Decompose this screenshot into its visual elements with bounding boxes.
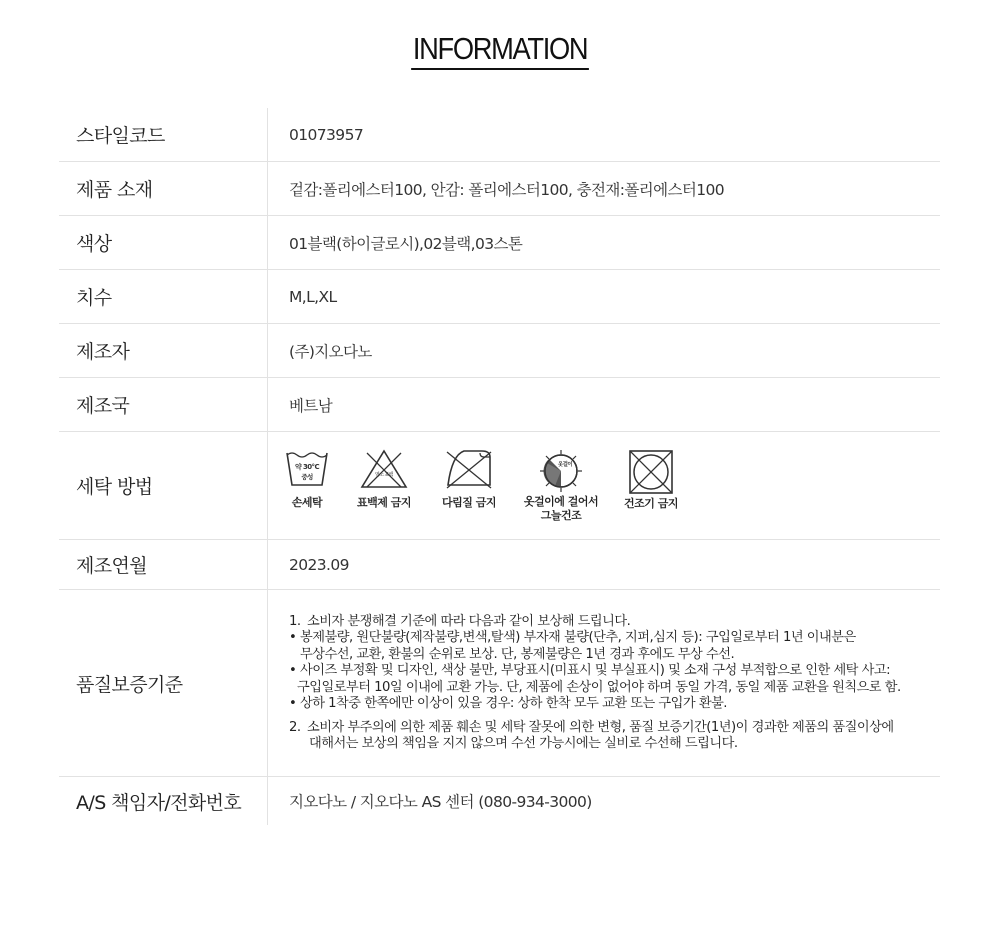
table-row-country [59,378,940,432]
wash-icons [267,432,940,539]
page-title: INFORMATION [411,30,589,70]
table-row-warranty [59,590,940,777]
row-value: (주)지오다노 [267,324,940,377]
table-row-color [59,216,940,270]
warranty-item-1: 1. 소비자 분쟁해결 기준에 따라 다음과 같이 보상해 드립니다. [289,613,631,629]
care-item-no-iron [440,449,498,510]
row-label: 제품 소재 [76,179,153,201]
row-value: 01073957 [267,108,940,161]
care-label: 다림질 금지 [442,495,496,509]
row-value: 지오다노 / 지오다노 AS 센터 (080-934-3000) [267,777,940,825]
warranty-bullet: • 봉제불량, 원단불량(제작불량,변색,탈색) 부자재 불량(단추, 지퍼,심지 등): 구입일로부터 1년 이내분은 무상수선, 교환, 환불의 순위로 보상. 단, 봉제불량은 1년 경과 후에도 무상 수선. [289,630,856,662]
care-label: 표백제 금지 [357,495,411,509]
warranty-bullet: • 상하 1착중 한쪽에만 이상이 있을 경우: 상하 한착 모두 교환 또는 구입가 환불. [289,696,727,711]
care-item-no-bleach [356,449,412,510]
row-label: A/S 책임자/전화번호 [76,791,242,814]
row-label: 스타일코드 [76,125,165,147]
product-info-table [59,108,940,825]
row-label: 제조국 [76,395,130,417]
table-row-style-code [59,108,940,162]
row-value: M,L,XL [267,270,940,323]
row-value: 베트남 [267,378,940,431]
warranty-bullet: • 사이즈 부정확 및 디자인, 색상 불만, 부당표시(미표시 및 부실표시) 및 소재 구성 부적합으로 인한 세탁 사고: 구입일로부터 10일 이내에 교환 가능. 단, 제품에 손상이 없어야 하며 동일 가격, 동일 제품 교환을 원칙으로 함. [289,663,901,695]
no-tumble-dry-icon [628,449,674,495]
table-row-material [59,162,940,216]
care-item-hand-wash [286,449,328,510]
row-label: 제조자 [76,341,130,363]
hand-wash-icon [286,449,328,489]
row-label: 품질보증기준 [76,673,183,696]
no-iron-icon [444,449,494,489]
row-label: 제조연월 [76,555,148,577]
warranty-text [267,590,940,776]
row-label: 색상 [76,233,112,255]
row-label: 세탁 방법 [76,476,153,498]
hang-dry-shade-icon [539,449,583,493]
row-value: 2023.09 [267,540,940,589]
hanger-text: 옷걸이 [557,461,573,468]
care-label: 손세탁 [291,495,323,509]
care-item-no-tumble-dry [621,449,681,511]
header [0,30,1000,70]
hand-wash-detergent: 중성 [301,472,313,481]
care-item-hang-dry [521,449,601,523]
row-value: 겉감:폴리에스터100, 안감: 폴리에스터100, 충전재:폴리에스터100 [267,162,940,215]
warranty-item-2: 2. 소비자 부주의에 의한 제품 훼손 및 세탁 잘못에 의한 변형, 품질 보증기간(1년)이 경과한 제품의 품질이상에 대해서는 보상의 책임을 지지 않으며 수선 가능시에는 실비로 수선해 드립니다. [289,719,894,751]
row-value: 01블랙(하이글로시),02블랙,03스톤 [267,216,940,269]
no-bleach-icon [360,449,408,489]
hand-wash-temp: 약 30°C [295,462,319,471]
table-row-maker [59,324,940,378]
care-label: 건조기 금지 [624,496,678,510]
table-row-as [59,777,940,825]
row-label: 치수 [76,287,112,309]
table-row-wash [59,432,940,540]
table-row-date [59,540,940,590]
care-label: 옷걸이에 걸어서 그늘건조 [523,494,599,522]
table-row-size [59,270,940,324]
no-bleach-text: 염소 표백 [375,471,393,478]
